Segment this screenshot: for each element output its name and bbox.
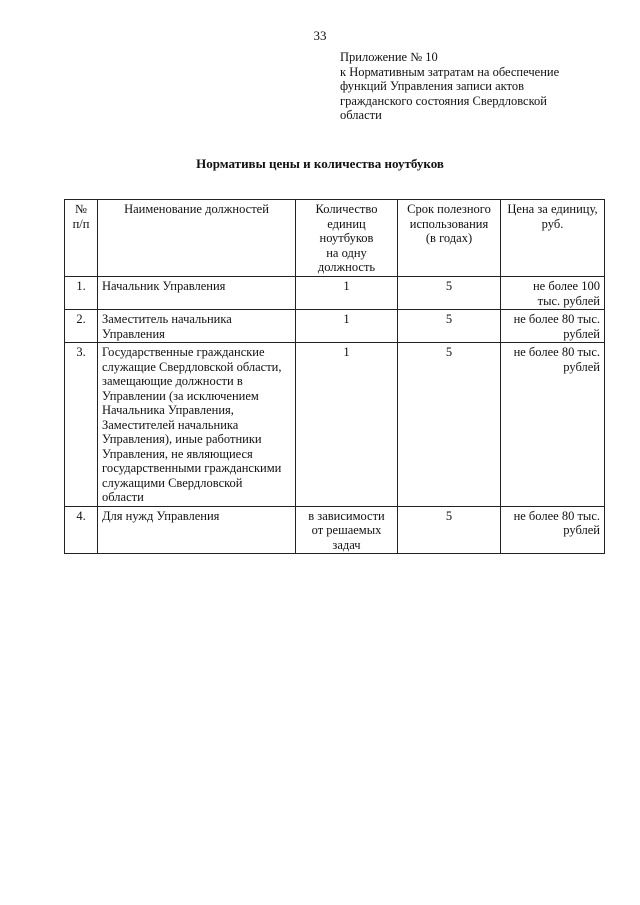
- table-row: [65, 277, 605, 310]
- row-number: 1.: [65, 277, 98, 310]
- header-num: [65, 200, 98, 277]
- header-text: (в годах): [425, 231, 473, 245]
- norms-table: [64, 199, 605, 554]
- cell-text: замещающие должности в: [102, 374, 243, 388]
- cell-text: государственными гражданскими: [102, 461, 282, 475]
- appendix-note: [340, 50, 600, 123]
- header-text: на одну: [326, 245, 367, 260]
- cell-text: Управлении (за исключением: [102, 388, 259, 403]
- position-name: [98, 506, 296, 554]
- header-text: Количество: [315, 202, 378, 216]
- service-life-cell: 5: [398, 277, 501, 310]
- cell-text: Начальник Управления: [102, 279, 226, 293]
- row-number: 4.: [65, 506, 98, 554]
- appendix-line: области: [340, 108, 382, 122]
- header-quantity: [296, 200, 398, 277]
- header-text: единиц: [327, 216, 366, 231]
- appendix-line: к Нормативным затратам на обеспечение: [340, 64, 560, 79]
- table-row: [65, 343, 605, 507]
- header-text: Срок полезного: [407, 202, 491, 216]
- cell-text: Управления), иные работники: [102, 432, 262, 446]
- header-text: №: [75, 202, 87, 216]
- header-text: Цена за единицу,: [507, 202, 598, 216]
- document-title: Нормативы цены и количества ноутбуков: [196, 156, 444, 171]
- table-row: [65, 310, 605, 343]
- cell-text: от решаемых: [311, 523, 382, 537]
- cell-text: 1: [343, 345, 350, 359]
- price-cell: [501, 506, 605, 554]
- cell-text: 1: [343, 279, 350, 293]
- cell-text: не более 80 тыс.: [513, 508, 600, 523]
- header-position: [98, 200, 296, 277]
- header-text: руб.: [541, 216, 564, 231]
- position-name: [98, 343, 296, 507]
- cell-text: тыс. рублей: [537, 293, 600, 308]
- table-header-row: [65, 200, 605, 277]
- cell-text: рублей: [563, 523, 600, 537]
- quantity-cell: [296, 310, 398, 343]
- appendix-line: гражданского состояния Свердловской: [340, 93, 547, 108]
- cell-text: не более 80 тыс.: [513, 312, 600, 326]
- price-cell: [501, 310, 605, 343]
- service-life-cell: 5: [398, 506, 501, 554]
- cell-text: Заместителей начальника: [102, 417, 239, 432]
- quantity-cell: [296, 506, 398, 554]
- position-name: [98, 310, 296, 343]
- header-service-life: [398, 200, 501, 277]
- cell-text: Для нужд Управления: [102, 508, 220, 523]
- service-life-cell: 5: [398, 310, 501, 343]
- appendix-line: функций Управления записи актов: [340, 79, 524, 93]
- cell-text: 1: [343, 312, 350, 326]
- table-row: [65, 506, 605, 554]
- cell-text: Заместитель начальника: [102, 312, 232, 326]
- price-cell: [501, 343, 605, 507]
- quantity-cell: [296, 277, 398, 310]
- cell-text: Управления: [102, 326, 165, 341]
- row-number: 3.: [65, 343, 98, 507]
- service-life-cell: 5: [398, 343, 501, 507]
- header-text: должность: [317, 260, 376, 274]
- cell-text: Начальника Управления,: [102, 403, 234, 417]
- cell-text: Управления, не являющиеся: [102, 446, 253, 461]
- header-text: п/п: [72, 216, 90, 231]
- cell-text: области: [102, 490, 144, 504]
- header-text: Наименование должностей: [124, 202, 269, 216]
- header-price: [501, 200, 605, 277]
- cell-text: рублей: [563, 326, 600, 341]
- page-number: 33: [313, 28, 327, 43]
- cell-text: Государственные гражданские: [102, 345, 265, 359]
- price-cell: [501, 277, 605, 310]
- appendix-line: Приложение № 10: [340, 50, 438, 64]
- cell-text: задач: [332, 537, 361, 552]
- cell-text: рублей: [563, 359, 600, 374]
- cell-text: в зависимости: [308, 508, 385, 523]
- header-text: использования: [409, 216, 489, 231]
- position-name: [98, 277, 296, 310]
- cell-text: не более 100: [532, 279, 600, 293]
- row-number: 2.: [65, 310, 98, 343]
- cell-text: не более 80 тыс.: [513, 345, 600, 359]
- header-text: ноутбуков: [319, 231, 374, 245]
- cell-text: служащими Свердловской: [102, 475, 243, 490]
- cell-text: служащие Свердловской области,: [102, 359, 282, 374]
- quantity-cell: [296, 343, 398, 507]
